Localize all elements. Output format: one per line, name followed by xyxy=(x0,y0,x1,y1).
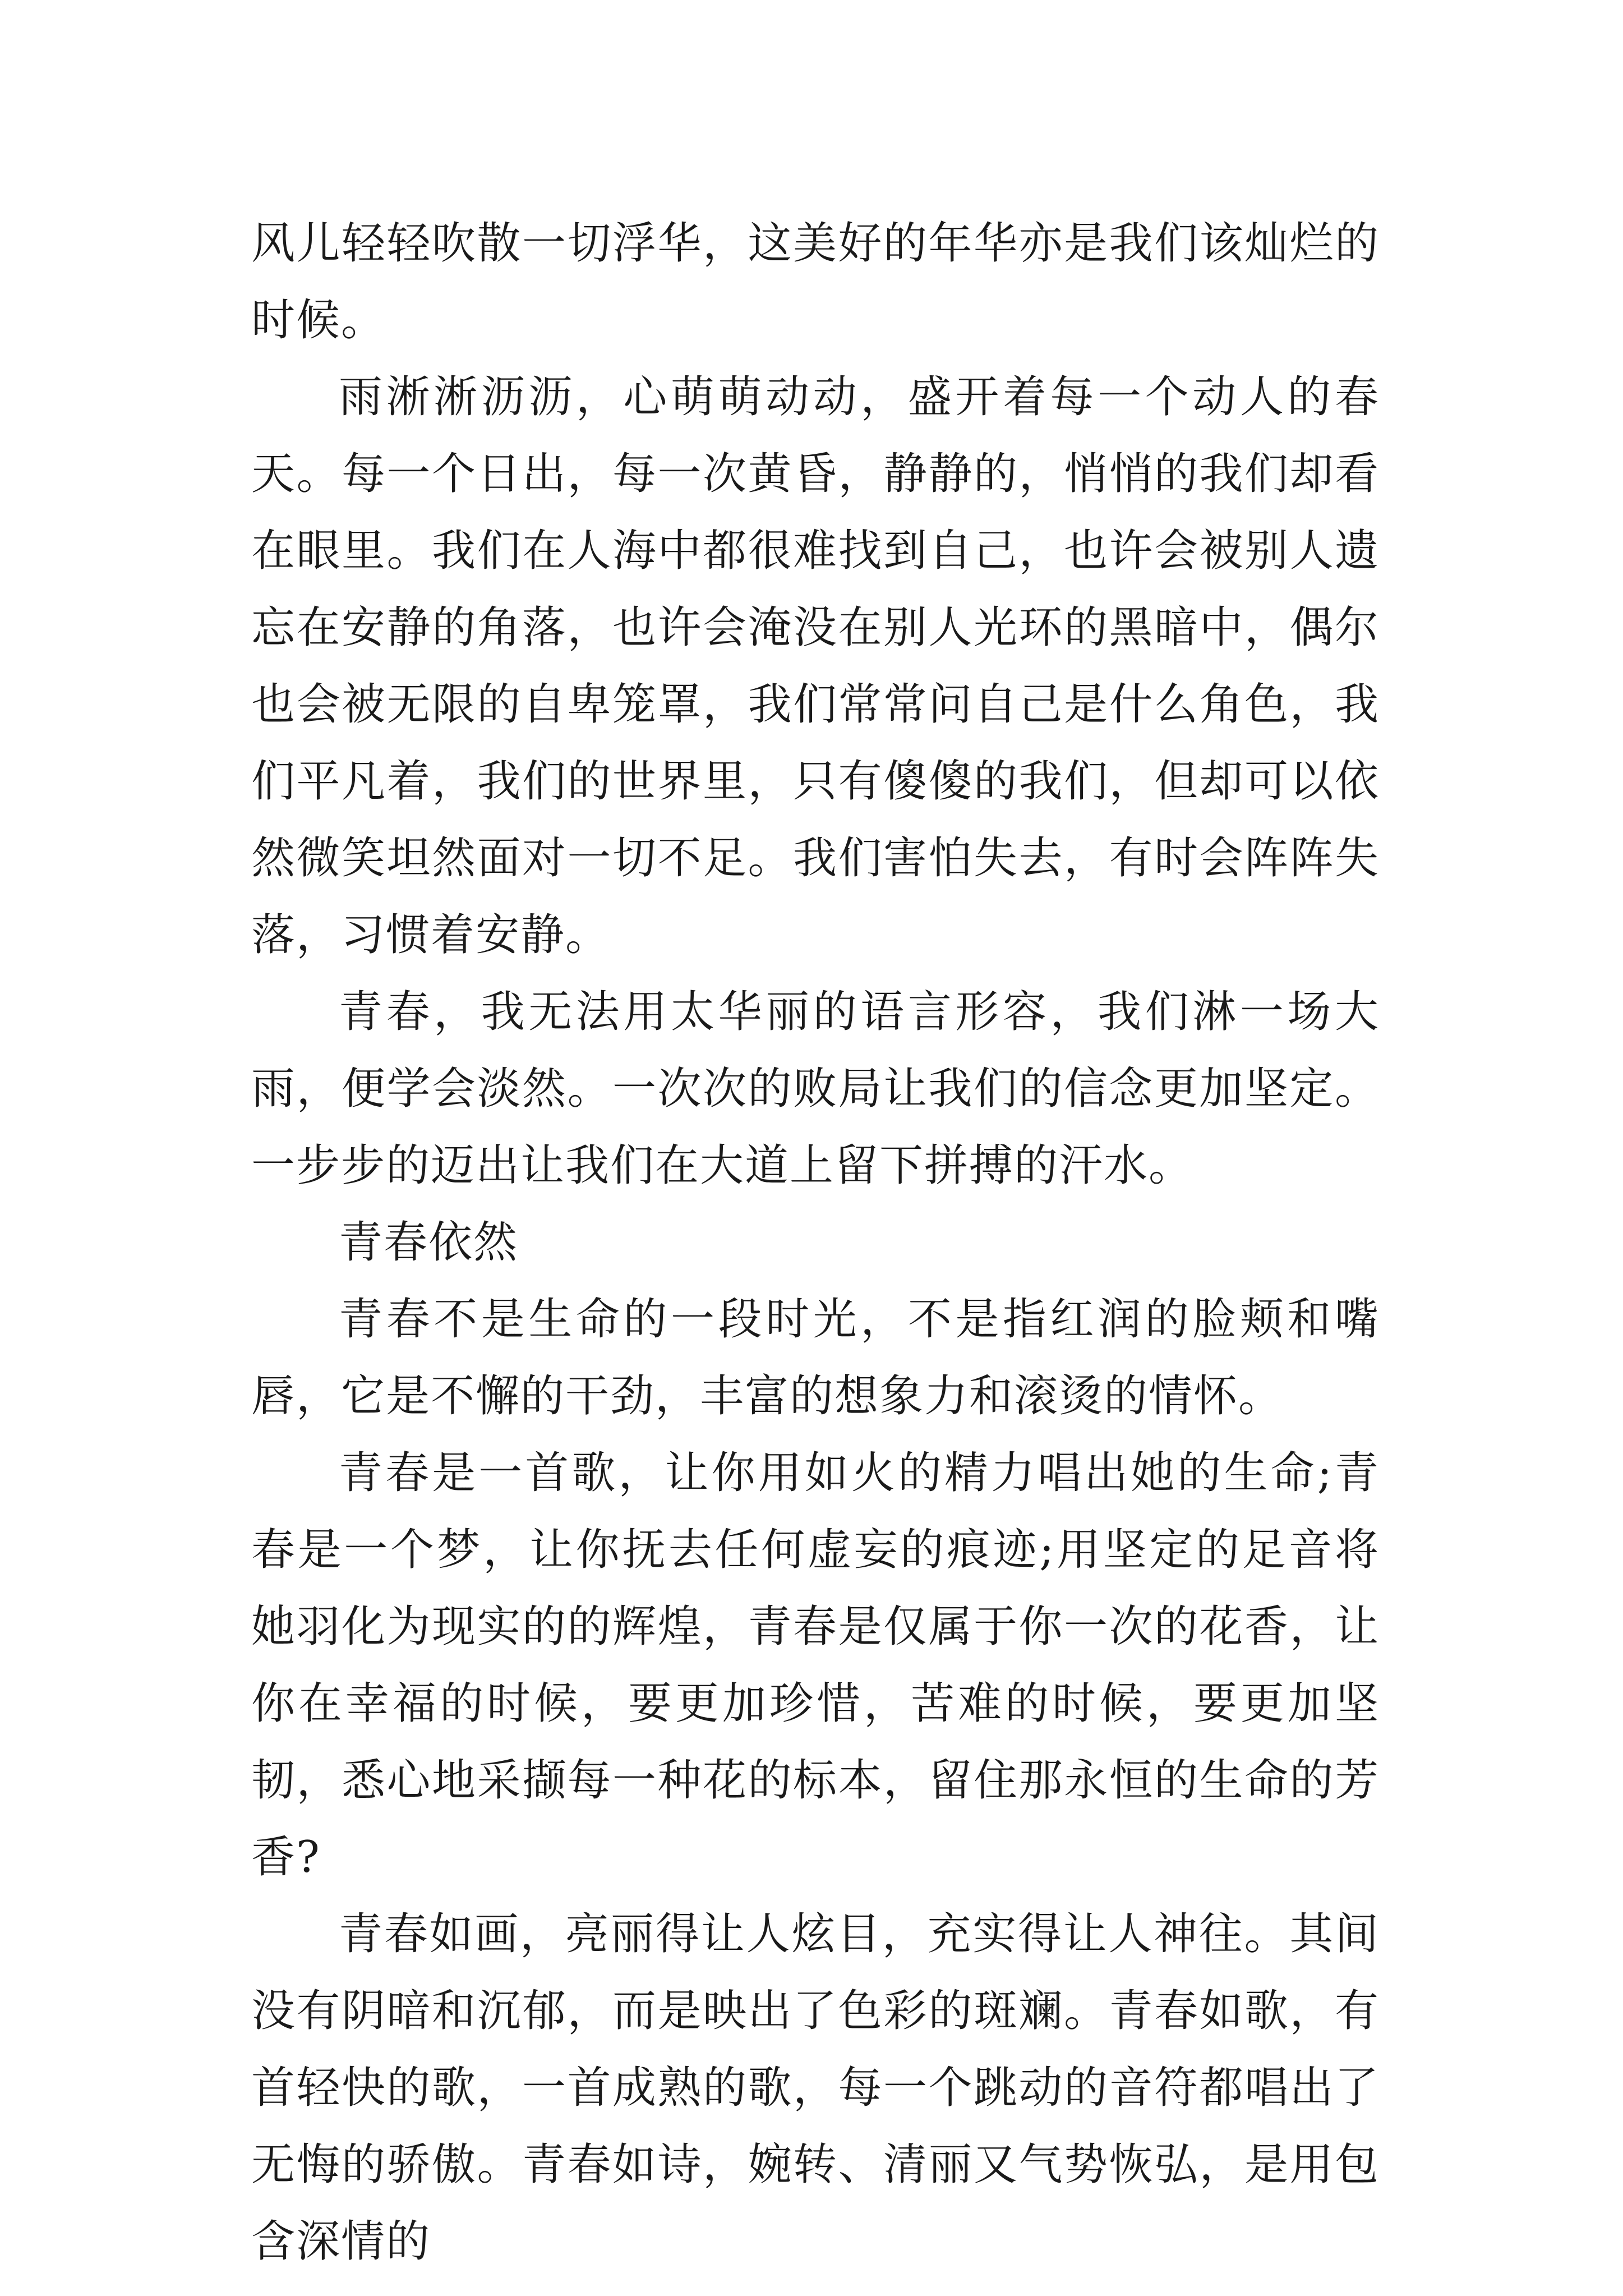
paragraph-7: 青春如画，亮丽得让人炫目，充实得让人神往。其间没有阴暗和沉郁，而是映出了色彩的斑斓。青春如歌，有首轻快的歌，一首成熟的歌，每一个跳动的音符都唱出了无悔的骄傲。青春如诗，婉转、清丽又气势恢弘，是用包含深情的 xyxy=(251,1909,1380,2267)
paragraph-3: 青春，我无法用太华丽的语言形容，我们淋一场大雨，便学会淡然。一次次的败局让我们的信念更加坚定。一步步的迈出让我们在大道上留下拼搏的汗水。 xyxy=(251,987,1380,1191)
section-heading: 青春依然 xyxy=(339,1217,519,1268)
paragraph-5: 青春不是生命的一段时光，不是指红润的脸颊和嘴唇，它是不懈的干劲，丰富的想象力和滚烫的情怀。 xyxy=(251,1294,1380,1421)
paragraph-1: 风儿轻轻吹散一切浮华，这美好的年华亦是我们该灿烂的时候。 xyxy=(251,218,1380,346)
paragraph-2: 雨淅淅沥沥，心萌萌动动，盛开着每一个动人的春天。每一个日出，每一次黄昏，静静的，悄悄的我们却看在眼里。我们在人海中都很难找到自己，也许会被别人遗忘在安静的角落，也许会淹没在别人光环的黑暗中，偶尔也会被无限的自卑笼罩，我们常常问自己是什么角色，我们平凡着，我们的世界里，只有傻傻的我们，但却可以依然微笑坦然面对一切不足。我们害怕失去，有时会阵阵失落，习惯着安静。 xyxy=(251,372,1380,960)
document-body xyxy=(251,205,1380,2280)
paragraph-6: 青春是一首歌，让你用如火的精力唱出她的生命;青春是一个梦，让你抚去任何虚妄的痕迹;用坚定的足音将她羽化为现实的的辉煌，青春是仅属于你一次的花香，让你在幸福的时候，要更加珍惜，苦难的时候，要更加坚韧，悉心地采撷每一种花的标本，留住那永恒的生命的芳香? xyxy=(251,1448,1380,1883)
